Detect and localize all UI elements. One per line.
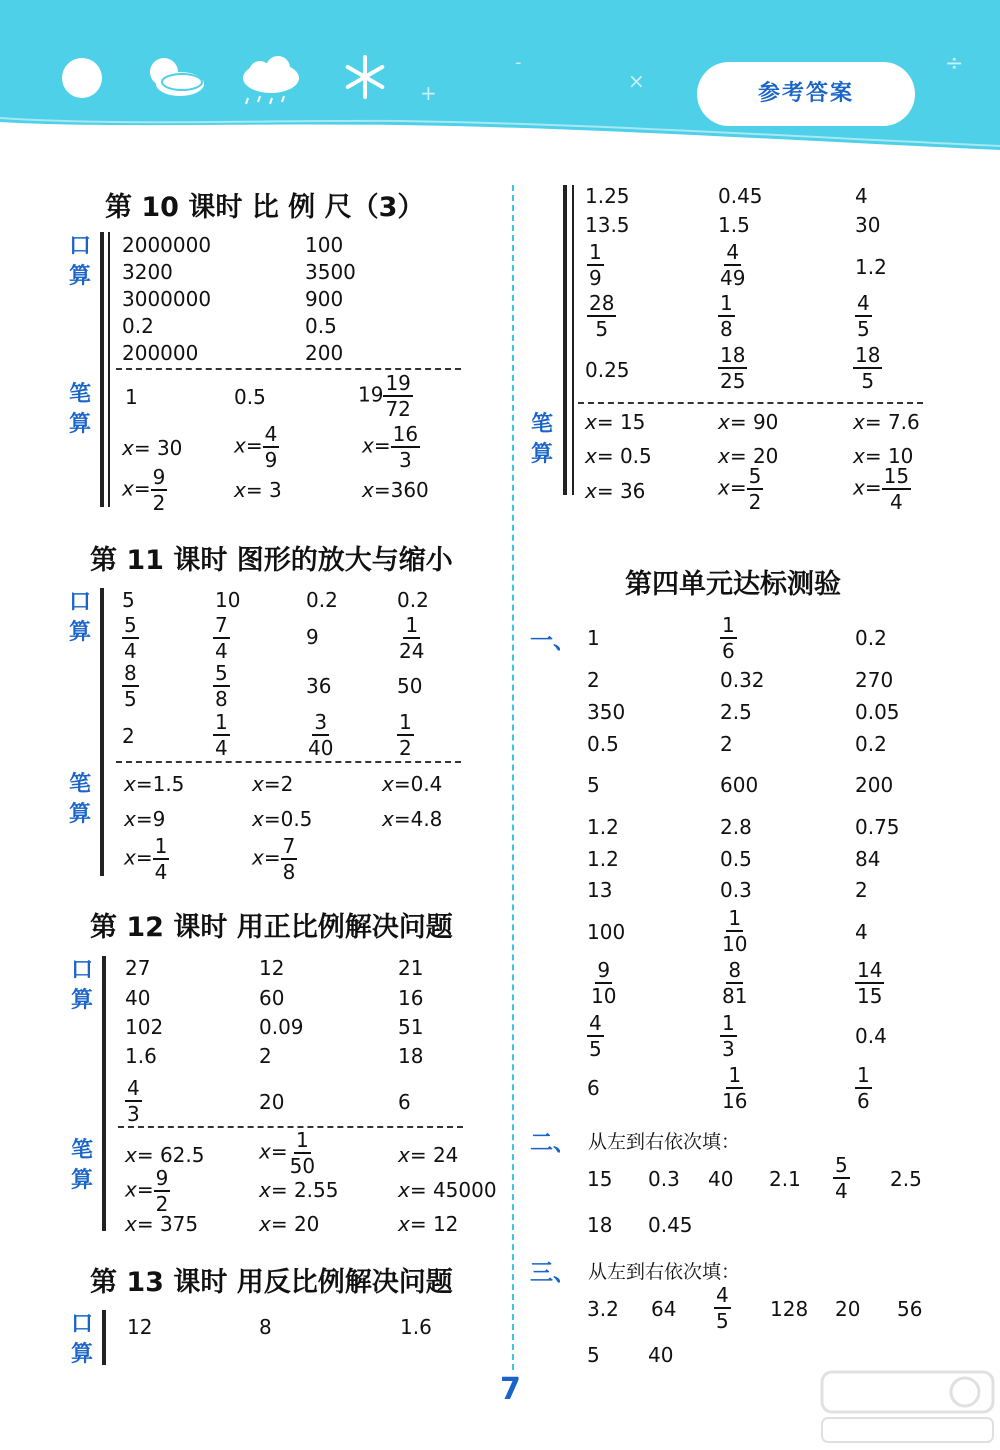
answer: $\frac{5}{8}$: [215, 661, 228, 711]
section-bar: [108, 232, 110, 507]
answer: 16: [398, 986, 424, 1010]
answer: 0.4: [855, 1024, 887, 1048]
answer: 2: [122, 724, 135, 748]
answer: 20: [835, 1297, 861, 1321]
answer: 84: [855, 847, 881, 871]
divider: [116, 368, 461, 370]
divider: [116, 761, 461, 763]
oral-calc-label: 口 算: [70, 958, 93, 1013]
answer: 64: [651, 1297, 677, 1321]
answer: 900: [305, 287, 344, 311]
answer: 30: [855, 213, 881, 237]
answer: 0.2: [306, 588, 338, 612]
answer: $\frac{1}{6}$: [722, 613, 735, 663]
answer: 0.75: [855, 815, 900, 839]
svg-text:×: ×: [628, 69, 645, 93]
answer: $\frac{1}{4}$: [215, 710, 228, 760]
oral-calc-label: 口 算: [68, 234, 91, 289]
answer: 1: [587, 626, 600, 650]
answer: 0.05: [855, 700, 900, 724]
answer: 2.5: [720, 700, 752, 724]
answer: $\frac{1}{10}$: [722, 906, 748, 956]
answer: 0.5: [720, 847, 752, 871]
answer: 12: [127, 1315, 153, 1339]
answer: $\frac{8}{5}$: [124, 661, 137, 711]
answer: 18: [398, 1044, 424, 1068]
rain-cloud-icon: [238, 56, 304, 112]
divider: [118, 1126, 463, 1128]
answer: x= $\frac{1}{4}$: [124, 834, 168, 884]
answer: 36: [306, 674, 332, 698]
answer: 0.5: [305, 314, 337, 338]
answer: 0.45: [718, 184, 763, 208]
answer: 2.8: [720, 815, 752, 839]
svg-text:-: -: [515, 52, 522, 73]
answer: 6: [587, 1076, 600, 1100]
answer-key-badge: 参考答案: [697, 62, 915, 126]
section-bar: [563, 185, 567, 495]
answer: 0.2: [855, 732, 887, 756]
lesson-13-title: 第 13 课时 用反比例解决问题: [90, 1267, 453, 1298]
lesson-11-title: 第 11 课时 图形的放大与缩小: [90, 545, 453, 576]
answer: $\frac{1}{3}$: [722, 1011, 735, 1061]
answer: 2.1: [769, 1167, 801, 1191]
answer: 9: [306, 625, 319, 649]
answer: 13: [587, 878, 613, 902]
section-bar: [572, 185, 574, 495]
answer: $\frac{1}{24}$: [399, 613, 425, 663]
answer: 200: [855, 773, 894, 797]
page-number: 7: [500, 1372, 521, 1407]
answer: x= 45000: [398, 1178, 497, 1202]
answer: $\frac{18}{5}$: [855, 343, 881, 393]
sun-icon: [62, 58, 102, 98]
written-calc-label: 笔 算: [68, 382, 91, 437]
answer: $\frac{4}{5}$: [857, 291, 870, 341]
answer: $\frac{14}{15}$: [857, 958, 883, 1008]
answer: x= 30: [122, 436, 183, 460]
answer: $\frac{4}{3}$: [127, 1076, 140, 1126]
answer: $\frac{7}{4}$: [215, 613, 228, 663]
answer: x= $\frac{5}{2}$: [718, 464, 762, 514]
answer: x= 15: [585, 410, 646, 434]
answer: 40: [648, 1343, 674, 1367]
answer: $\frac{1}{6}$: [857, 1063, 870, 1113]
lesson-12-title: 第 12 课时 用正比例解决问题: [90, 912, 453, 943]
answer: x= 20: [718, 444, 779, 468]
section-bar: [102, 956, 106, 1231]
answer: 5: [587, 773, 600, 797]
answer: 0.3: [648, 1167, 680, 1191]
answer: x= 10: [853, 444, 914, 468]
answer: $\frac{1}{2}$: [399, 710, 412, 760]
answer: 1: [125, 385, 138, 409]
answer: 1.2: [587, 847, 619, 871]
answer: x= 3: [234, 478, 282, 502]
answer: x=1.5: [124, 772, 185, 796]
unit-test-title: 第四单元达标测验: [625, 569, 841, 600]
answer: x=4.8: [382, 807, 443, 831]
answer: 51: [398, 1015, 424, 1039]
answer: 3200: [122, 260, 173, 284]
answer: $\frac{1}{8}$: [720, 291, 733, 341]
answer: $\frac{5}{4}$: [835, 1153, 848, 1203]
answer: 6: [398, 1090, 411, 1114]
answer: x= 24: [398, 1143, 459, 1167]
answer: 1.25: [585, 184, 630, 208]
answer: 20: [259, 1090, 285, 1114]
answer: 100: [587, 920, 626, 944]
answer: 50: [397, 674, 423, 698]
answer: $\frac{5}{4}$: [124, 613, 137, 663]
answer: 3000000: [122, 287, 212, 311]
answer: 2.5: [890, 1167, 922, 1191]
answer: 2: [259, 1044, 272, 1068]
answer: 3500: [305, 260, 356, 284]
answer: x= 36: [585, 479, 646, 503]
written-calc-label: 笔 算: [70, 1138, 93, 1193]
answer: $\frac{18}{25}$: [720, 343, 746, 393]
answer: 1.2: [855, 255, 887, 279]
answer: 8: [259, 1315, 272, 1339]
answer: x= $\frac{9}{2}$: [125, 1166, 169, 1216]
answer: 0.25: [585, 358, 630, 382]
answer: $\frac{4}{5}$: [716, 1283, 729, 1333]
answer: 0.09: [259, 1015, 304, 1039]
partly-cloudy-icon: [140, 52, 210, 102]
answer: 0.2: [122, 314, 154, 338]
answer: x= 62.5: [125, 1143, 205, 1167]
snowflake-icon: [342, 54, 388, 100]
answer: 2000000: [122, 233, 212, 257]
answer: 128: [770, 1297, 809, 1321]
answer: x= 375: [125, 1212, 199, 1236]
answer: x= $\frac{1}{50}$: [259, 1128, 316, 1178]
answer: 100: [305, 233, 344, 257]
written-calc-label: 笔 算: [68, 772, 91, 827]
answer: 19 $\frac{19}{72}$: [358, 371, 411, 421]
answer: x= 2.55: [259, 1178, 339, 1202]
answer: 200000: [122, 341, 199, 365]
answer: x=0.5: [252, 807, 313, 831]
divider: [578, 402, 923, 404]
answer: x= 7.6: [853, 410, 920, 434]
answer: x= 0.5: [585, 444, 652, 468]
answer: 40: [708, 1167, 734, 1191]
column-divider: [512, 185, 514, 1370]
svg-text:+: +: [420, 81, 437, 105]
answer: x= $\frac{16}{3}$: [362, 422, 419, 472]
answer: x= $\frac{9}{2}$: [122, 465, 166, 515]
answer: 270: [855, 668, 894, 692]
instruction: 从左到右依次填：: [588, 1261, 741, 1283]
answer: 13.5: [585, 213, 630, 237]
answer: 18: [587, 1213, 613, 1237]
answer: 1.6: [400, 1315, 432, 1339]
svg-text:÷: ÷: [945, 51, 964, 76]
answer: 200: [305, 341, 344, 365]
answer: 40: [125, 986, 151, 1010]
answer: 4: [855, 920, 868, 944]
section-three-label: 三、: [530, 1260, 576, 1286]
answer: x= 90: [718, 410, 779, 434]
answer: x= 20: [259, 1212, 320, 1236]
answer: 1.6: [125, 1044, 157, 1068]
answer: x= 12: [398, 1212, 459, 1236]
answer: 4: [855, 184, 868, 208]
answer: 0.2: [855, 626, 887, 650]
answer: 3.2: [587, 1297, 619, 1321]
answer: x=9: [124, 807, 166, 831]
answer: 21: [398, 956, 424, 980]
answer: 0.32: [720, 668, 765, 692]
answer: 56: [897, 1297, 923, 1321]
answer: x=0.4: [382, 772, 443, 796]
answer: 0.45: [648, 1213, 693, 1237]
answer: $\frac{1}{9}$: [589, 240, 602, 290]
oral-calc-label: 口 算: [68, 590, 91, 645]
instruction: 从左到右依次填：: [588, 1131, 741, 1153]
answer: $\frac{9}{10}$: [591, 958, 617, 1008]
answer: x= $\frac{4}{9}$: [234, 422, 278, 472]
answer: 0.5: [234, 385, 266, 409]
answer: 5: [122, 588, 135, 612]
answer: 350: [587, 700, 626, 724]
watermark-logo: [820, 1370, 995, 1445]
answer: 10: [215, 588, 241, 612]
lesson-10-title: 第 10 课时 比 例 尺（3）: [105, 192, 425, 223]
written-calc-label: 笔 算: [530, 412, 553, 467]
answer: $\frac{1}{16}$: [722, 1063, 748, 1113]
answer: $\frac{28}{5}$: [589, 291, 615, 341]
answer: 2: [587, 668, 600, 692]
answer: 102: [125, 1015, 164, 1039]
answer: 1.5: [718, 213, 750, 237]
answer: 1.2: [587, 815, 619, 839]
section-bar: [100, 232, 104, 507]
section-two-label: 二、: [530, 1130, 576, 1156]
answer: x=2: [252, 772, 294, 796]
oral-calc-label: 口 算: [70, 1312, 93, 1367]
answer: $\frac{8}{81}$: [722, 958, 748, 1008]
section-bar: [100, 588, 104, 876]
answer: 2: [720, 732, 733, 756]
answer: 12: [259, 956, 285, 980]
answer: x= $\frac{7}{8}$: [252, 834, 296, 884]
answer: $\frac{3}{40}$: [308, 710, 334, 760]
section-one-label: 一、: [530, 628, 576, 654]
section-bar: [102, 1310, 106, 1365]
answer: 600: [720, 773, 759, 797]
answer: 5: [587, 1343, 600, 1367]
answer: x=360: [362, 478, 429, 502]
answer: $\frac{4}{49}$: [720, 240, 746, 290]
answer: 15: [587, 1167, 613, 1191]
answer: 27: [125, 956, 151, 980]
answer: x= $\frac{15}{4}$: [853, 464, 910, 514]
answer: 0.3: [720, 878, 752, 902]
answer: 0.5: [587, 732, 619, 756]
answer: $\frac{4}{5}$: [589, 1011, 602, 1061]
answer: 60: [259, 986, 285, 1010]
answer: 0.2: [397, 588, 429, 612]
answer: 2: [855, 878, 868, 902]
